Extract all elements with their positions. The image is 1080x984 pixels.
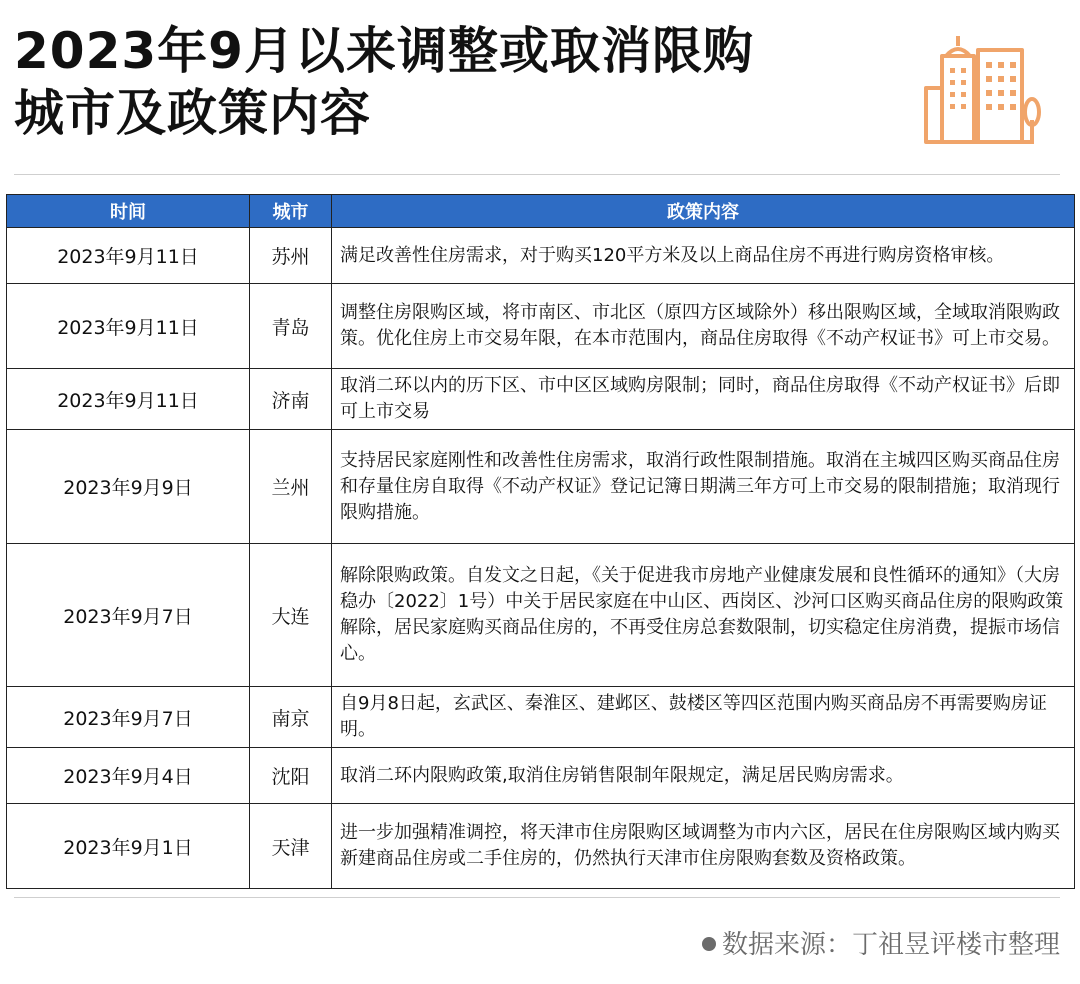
row-content: 进一步加强精准调控，将天津市住房限购区域调整为市内六区，居民在住房限购区域内购买新建商品住房或二手住房的，仍然执行天津市住房限购套数及资格政策。 [332, 804, 1075, 889]
data-source-text: 数据来源：丁祖昱评楼市整理 [721, 930, 1060, 960]
row-content: 解除限购政策。自发文之日起，《关于促进我市房地产业健康发展和良性循环的通知》（大房稳办〔2022〕1号）中关于居民家庭在中山区、西岗区、沙河口区购买商品住房的限购政策解除，居民家庭购买商品住房的，不再受住房总套数限制，切实稳定住房消费，提振市场信心。 [332, 544, 1075, 687]
row-content: 调整住房限购区域，将市南区、市北区（原四方区域除外）移出限购区域，全域取消限购政策。优化住房上市交易年限，在本市范围内，商品住房取得《不动产权证书》可上市交易。 [332, 284, 1075, 369]
table-row [7, 687, 1075, 748]
page-title-line-1: 2023年9月以来调整或取消限购 [14, 22, 754, 80]
header-date: 时间 [7, 195, 250, 228]
row-date: 2023年9月11日 [7, 369, 250, 430]
row-city: 南京 [250, 687, 332, 748]
row-date: 2023年9月11日 [7, 228, 250, 284]
header-content: 政策内容 [332, 195, 1075, 228]
row-city: 济南 [250, 369, 332, 430]
row-city: 大连 [250, 544, 332, 687]
row-city: 苏州 [250, 228, 332, 284]
table-row [7, 804, 1075, 889]
city-buildings-icon [920, 28, 1044, 148]
row-date: 2023年9月9日 [7, 430, 250, 544]
table-row [7, 544, 1075, 687]
policy-table [6, 194, 1075, 889]
bullet-dot-icon [702, 937, 716, 951]
row-date: 2023年9月4日 [7, 748, 250, 804]
row-content: 取消二环内限购政策,取消住房销售限制年限规定，满足居民购房需求。 [332, 748, 1075, 804]
table-row [7, 430, 1075, 544]
top-divider [14, 174, 1060, 175]
table-row [7, 228, 1075, 284]
page-title-line-2: 城市及政策内容 [14, 84, 371, 142]
row-content: 自9月8日起，玄武区、秦淮区、建邺区、鼓楼区等四区范围内购买商品房不再需要购房证明。 [332, 687, 1075, 748]
row-city: 天津 [250, 804, 332, 889]
row-date: 2023年9月7日 [7, 687, 250, 748]
table-row [7, 284, 1075, 369]
row-date: 2023年9月7日 [7, 544, 250, 687]
row-date: 2023年9月1日 [7, 804, 250, 889]
row-date: 2023年9月11日 [7, 284, 250, 369]
row-content: 满足改善性住房需求，对于购买120平方米及以上商品住房不再进行购房资格审核。 [332, 228, 1075, 284]
header-city: 城市 [250, 195, 332, 228]
page-title [14, 20, 894, 144]
table-row [7, 748, 1075, 804]
table-header-row [7, 195, 1075, 228]
data-source [702, 924, 1060, 961]
table-row [7, 369, 1075, 430]
row-content: 取消二环以内的历下区、市中区区域购房限制；同时，商品住房取得《不动产权证书》后即可上市交易 [332, 369, 1075, 430]
row-city: 青岛 [250, 284, 332, 369]
row-city: 兰州 [250, 430, 332, 544]
row-city: 沈阳 [250, 748, 332, 804]
row-content: 支持居民家庭刚性和改善性住房需求，取消行政性限制措施。取消在主城四区购买商品住房和存量住房自取得《不动产权证》登记记簿日期满三年方可上市交易的限制措施；取消现行限购措施。 [332, 430, 1075, 544]
bottom-divider [14, 897, 1060, 898]
